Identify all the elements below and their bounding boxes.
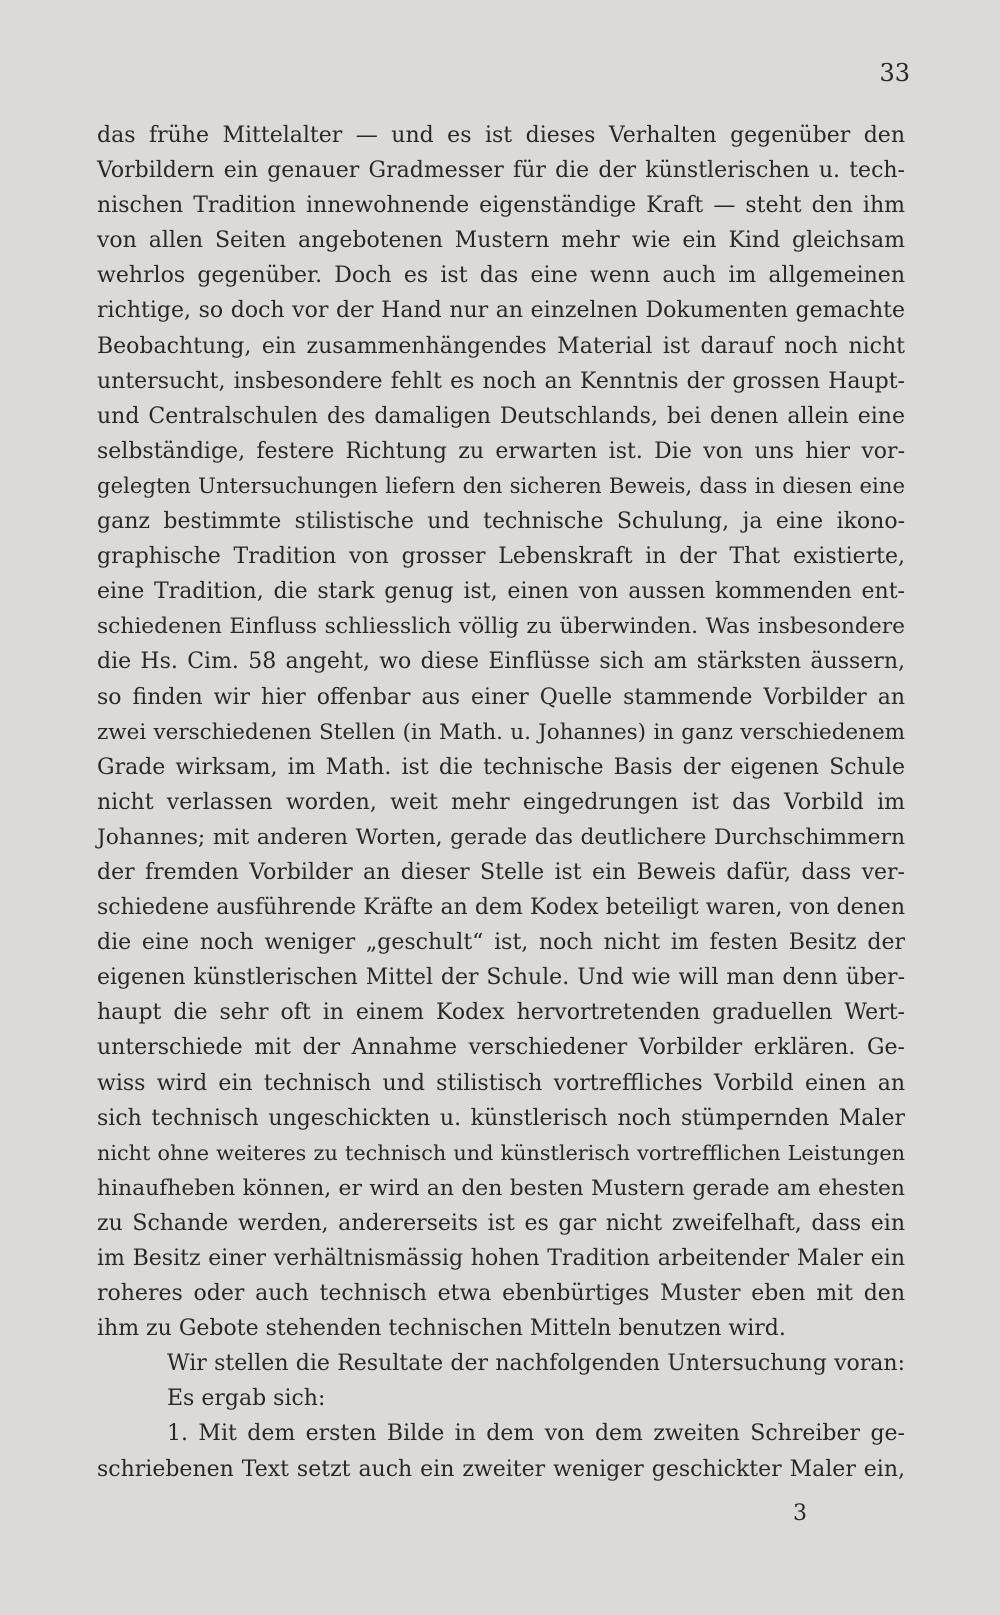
- text-line: zu Schande werden, andererseits ist es gar nicht zweifelhaft, dass ein: [97, 1210, 905, 1236]
- text-line: gelegten Untersuchungen liefern den sicheren Beweis, dass in diesen eine: [97, 473, 905, 499]
- text-line-paragraph-end: ihm zu Gebote stehenden technischen Mitteln benutzen wird.: [97, 1316, 786, 1342]
- text-line: hinaufheben können, er wird an den besten Mustern gerade am ehesten: [97, 1175, 905, 1201]
- text-line: zwei verschiedenen Stellen (in Math. u. Johannes) in ganz verschiedenem: [97, 719, 905, 745]
- text-line: ganz bestimmte stilistische und technische Schulung, ja eine ikono-: [97, 509, 905, 535]
- text-line: so finden wir hier offenbar aus einer Quelle stammende Vorbilder an: [97, 684, 905, 710]
- text-line: eine Tradition, die stark genug ist, einen von aussen kommenden ent-: [97, 579, 905, 605]
- text-line: wehrlos gegenüber. Doch es ist das eine wenn auch im allgemeinen: [97, 263, 905, 289]
- text-line: untersucht, insbesondere fehlt es noch an Kenntnis der grossen Haupt-: [97, 368, 905, 394]
- text-line: unterschiede mit der Annahme verschiedener Vorbilder erklären. Ge-: [97, 1035, 905, 1061]
- text-line: wiss wird ein technisch und stilistisch vortreffliches Vorbild einen an: [97, 1070, 905, 1096]
- text-line: und Centralschulen des damaligen Deutschlands, bei denen allein eine: [97, 403, 905, 429]
- body-text: [97, 118, 905, 1487]
- text-line: schiedenen Einfluss schliesslich völlig zu überwinden. Was insbesondere: [97, 614, 905, 640]
- text-line: schiedene ausführende Kräfte an dem Kodex beteiligt waren, von denen: [97, 895, 905, 921]
- text-line-numbered-item: 1. Mit dem ersten Bilde in dem von dem zweiten Schreiber ge-: [167, 1421, 905, 1447]
- text-line: graphische Tradition von grosser Lebenskraft in der That existierte,: [97, 544, 905, 570]
- text-line: schriebenen Text setzt auch ein zweiter weniger geschickter Maler ein,: [97, 1456, 905, 1482]
- text-line: von allen Seiten angebotenen Mustern mehr wie ein Kind gleichsam: [97, 228, 905, 254]
- text-line: selbständige, festere Richtung zu erwarten ist. Die von uns hier vor-: [97, 438, 905, 464]
- text-line: nicht ohne weiteres zu technisch und künstlerisch vortrefflichen Leistungen: [97, 1140, 905, 1165]
- text-line: sich technisch ungeschickten u. künstlerisch noch stümpernden Maler: [97, 1105, 905, 1131]
- text-line-paragraph-end: Es ergab sich:: [167, 1386, 326, 1412]
- text-line: Beobachtung, ein zusammenhängendes Material ist darauf noch nicht: [97, 333, 905, 359]
- signature-mark: 3: [793, 1501, 807, 1526]
- text-line-paragraph-start: Wir stellen die Resultate der nachfolgenden Untersuchung voran:: [167, 1351, 905, 1377]
- text-line: die eine noch weniger „geschult“ ist, noch nicht im festen Besitz der: [97, 930, 905, 956]
- text-line: eigenen künstlerischen Mittel der Schule. Und wie will man denn über-: [97, 965, 905, 991]
- text-line: nischen Tradition innewohnende eigenständige Kraft — steht den ihm: [97, 193, 905, 219]
- page-number: 33: [879, 59, 910, 87]
- text-line: Grade wirksam, im Math. ist die technische Basis der eigenen Schule: [97, 754, 905, 780]
- text-line: das frühe Mittelalter — und es ist dieses Verhalten gegenüber den: [97, 123, 905, 148]
- text-line: Johannes; mit anderen Worten, gerade das deutlichere Durchschimmern: [97, 824, 905, 850]
- text-line: der fremden Vorbilder an dieser Stelle ist ein Beweis dafür, dass ver-: [97, 859, 905, 885]
- text-line: nicht verlassen worden, weit mehr eingedrungen ist das Vorbild im: [97, 789, 905, 815]
- text-line: die Hs. Cim. 58 angeht, wo diese Einflüsse sich am stärksten äussern,: [97, 649, 905, 675]
- text-line: im Besitz einer verhältnismässig hohen Tradition arbeitender Maler ein: [97, 1246, 905, 1271]
- text-line: haupt die sehr oft in einem Kodex hervortretenden graduellen Wert-: [97, 1000, 905, 1026]
- text-line: Vorbildern ein genauer Gradmesser für die der künstlerischen u. tech-: [97, 158, 905, 184]
- text-line: richtige, so doch vor der Hand nur an einzelnen Dokumenten gemachte: [97, 298, 905, 324]
- text-line: roheres oder auch technisch etwa ebenbürtiges Muster eben mit den: [97, 1281, 905, 1307]
